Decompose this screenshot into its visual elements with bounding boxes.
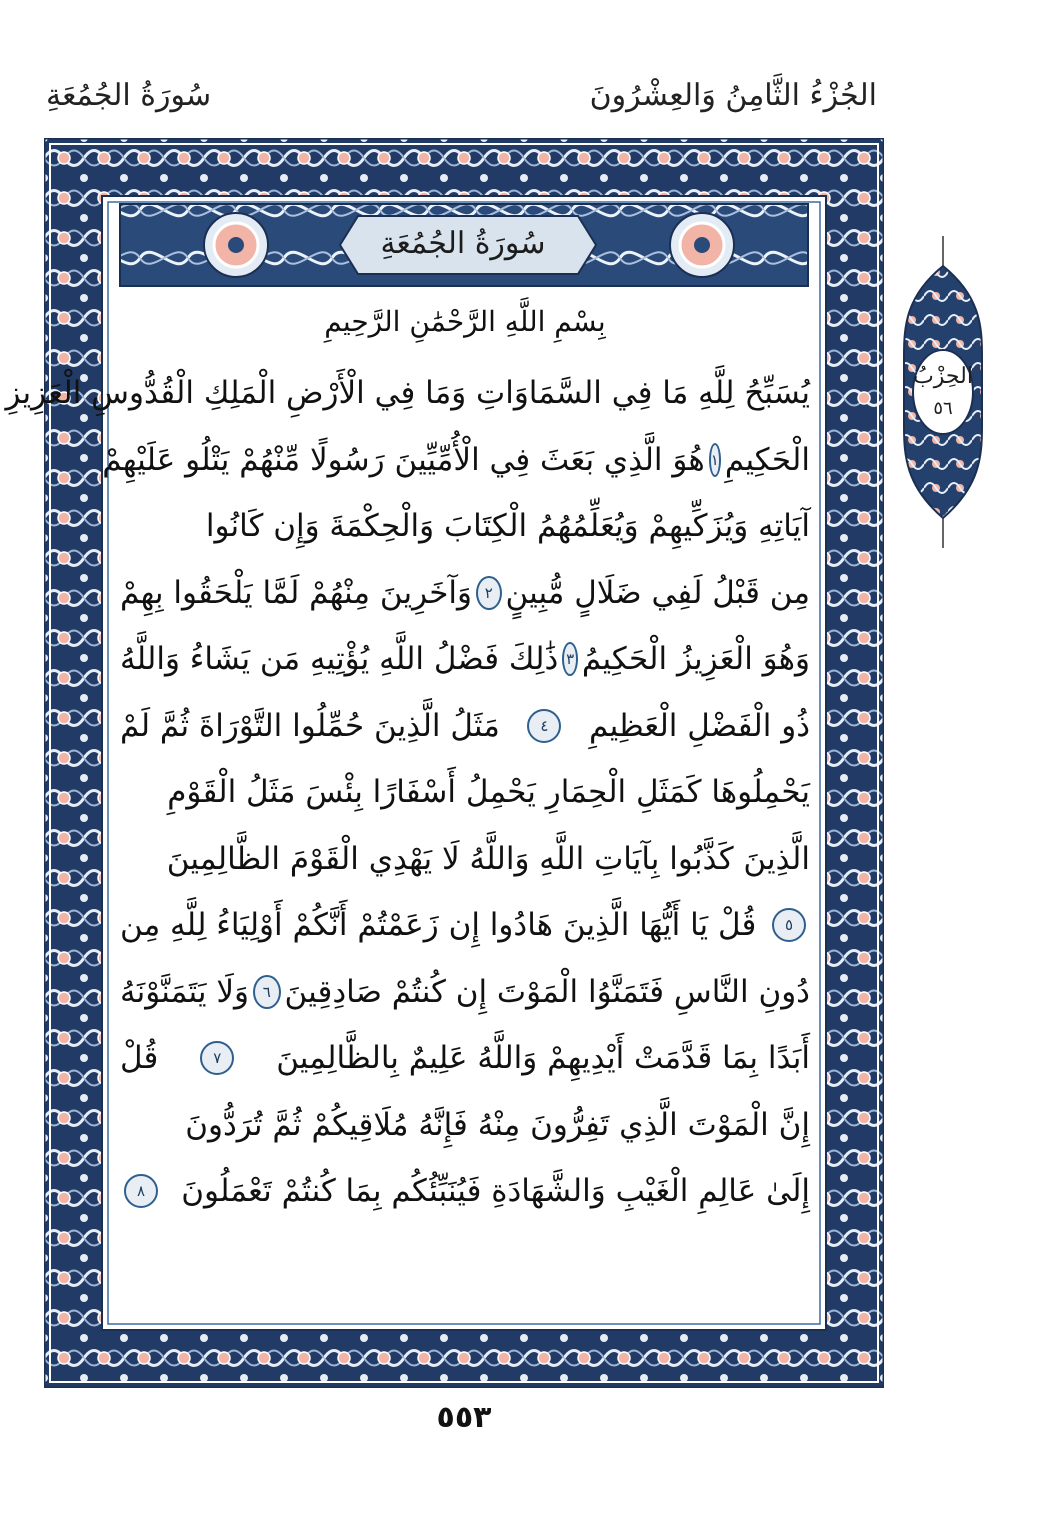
verse-text: إِنَّ الْمَوْتَ الَّذِي تَفِرُّونَ مِنْهُ فَإِنَّهُ مُلَاقِيكُمْ ثُمَّ تُرَدُّونَ bbox=[185, 1106, 810, 1143]
hizb-number: ٥٦ bbox=[933, 398, 953, 419]
verse-text: ذُو الْفَضْلِ الْعَظِيمِ bbox=[588, 707, 810, 744]
verse-text: مَثَلُ الَّذِينَ حُمِّلُوا التَّوْرَاةَ ثُمَّ لَمْ bbox=[120, 707, 500, 744]
verse-line bbox=[120, 560, 810, 627]
ayah-number-marker: ٥ bbox=[772, 908, 806, 942]
verse-line bbox=[120, 1158, 810, 1225]
verse-line bbox=[102, 427, 810, 494]
verse-text: وَهُوَ الْعَزِيزُ الْحَكِيمُ bbox=[581, 641, 810, 678]
surah-title: سُورَةُ الجُمُعَةِ bbox=[380, 225, 546, 261]
ayah-number-marker: ٦ bbox=[253, 975, 281, 1009]
verse-text: قُلْ bbox=[120, 1040, 159, 1077]
verse-line bbox=[120, 1025, 810, 1092]
surah-name-header: سُورَةُ الجُمُعَةِ bbox=[46, 78, 212, 113]
ayah-number-marker: ١ bbox=[709, 443, 721, 477]
verse-text: الْحَكِيمِ bbox=[724, 441, 810, 478]
ayah-number-marker: ٧ bbox=[200, 1041, 234, 1075]
verse-text: مِن قَبْلُ لَفِي ضَلَالٍ مُّبِينٍ bbox=[505, 574, 810, 611]
verse-text: وَلَا يَتَمَنَّوْنَهُ bbox=[120, 973, 250, 1010]
ayah-number-marker: ٤ bbox=[527, 709, 561, 743]
verse-line bbox=[5, 360, 810, 427]
verse-line bbox=[120, 959, 810, 1026]
verse-text: ذَٰلِكَ فَضْلُ اللَّهِ يُؤْتِيهِ مَن يَشَاءُ وَاللَّهُ bbox=[120, 641, 559, 678]
verse-text: أَبَدًا بِمَا قَدَّمَتْ أَيْدِيهِمْ وَاللَّهُ عَلِيمٌ بِالظَّالِمِينَ bbox=[276, 1040, 810, 1077]
verse-text: الَّذِينَ كَذَّبُوا بِآيَاتِ اللَّهِ وَاللَّهُ لَا يَهْدِي الْقَوْمَ الظَّالِمِينَ bbox=[166, 840, 810, 877]
quran-text bbox=[5, 360, 810, 1225]
verse-line bbox=[120, 626, 810, 693]
verse-line bbox=[120, 826, 810, 893]
verse-text: يُسَبِّحُ لِلَّهِ مَا فِي السَّمَاوَاتِ وَمَا فِي الْأَرْضِ الْمَلِكِ الْقُدُّوسِ الْعَزِيزِ bbox=[5, 375, 810, 412]
verse-text: وَآخَرِينَ مِنْهُمْ لَمَّا يَلْحَقُوا بِهِمْ bbox=[120, 574, 472, 611]
basmala: بِسْمِ اللَّهِ الرَّحْمَٰنِ الرَّحِيمِ bbox=[324, 305, 606, 338]
verse-line bbox=[120, 493, 810, 560]
hizb-marker bbox=[900, 236, 986, 548]
verse-line bbox=[120, 759, 810, 826]
verse-text: آيَاتِهِ وَيُزَكِّيهِمْ وَيُعَلِّمُهُمُ الْكِتَابَ وَالْحِكْمَةَ وَإِن كَانُوا bbox=[205, 508, 810, 545]
verse-line bbox=[120, 892, 810, 959]
verse-line bbox=[120, 1092, 810, 1159]
ayah-number-marker: ٣ bbox=[562, 642, 578, 676]
ayah-number-marker: ٨ bbox=[124, 1174, 158, 1208]
juz-name-header: الجُزْءُ الثَّامِنُ وَالعِشْرُونَ bbox=[589, 78, 877, 113]
verse-text: دُونِ النَّاسِ فَتَمَنَّوُا الْمَوْتَ إِن كُنتُمْ صَادِقِينَ bbox=[284, 973, 810, 1010]
page-number: ٥٥٣ bbox=[436, 1400, 492, 1435]
ayah-number-marker: ٢ bbox=[476, 576, 502, 610]
verse-text: يَحْمِلُوهَا كَمَثَلِ الْحِمَارِ يَحْمِلُ أَسْفَارًا بِئْسَ مَثَلُ الْقَوْمِ bbox=[167, 774, 810, 811]
verse-text: هُوَ الَّذِي بَعَثَ فِي الْأُمِّيِّينَ رَسُولًا مِّنْهُمْ يَتْلُو عَلَيْهِمْ bbox=[102, 441, 705, 478]
verse-text: إِلَىٰ عَالِمِ الْغَيْبِ وَالشَّهَادَةِ فَيُنَبِّئُكُم بِمَا كُنتُمْ تَعْمَلُونَ bbox=[181, 1173, 810, 1210]
verse-text: قُلْ يَا أَيُّهَا الَّذِينَ هَادُوا إِن زَعَمْتُمْ أَنَّكُمْ أَوْلِيَاءُ لِلَّهِ مِن bbox=[120, 907, 757, 944]
hizb-label: الحِزْبُ bbox=[913, 364, 973, 389]
verse-line bbox=[120, 693, 810, 760]
